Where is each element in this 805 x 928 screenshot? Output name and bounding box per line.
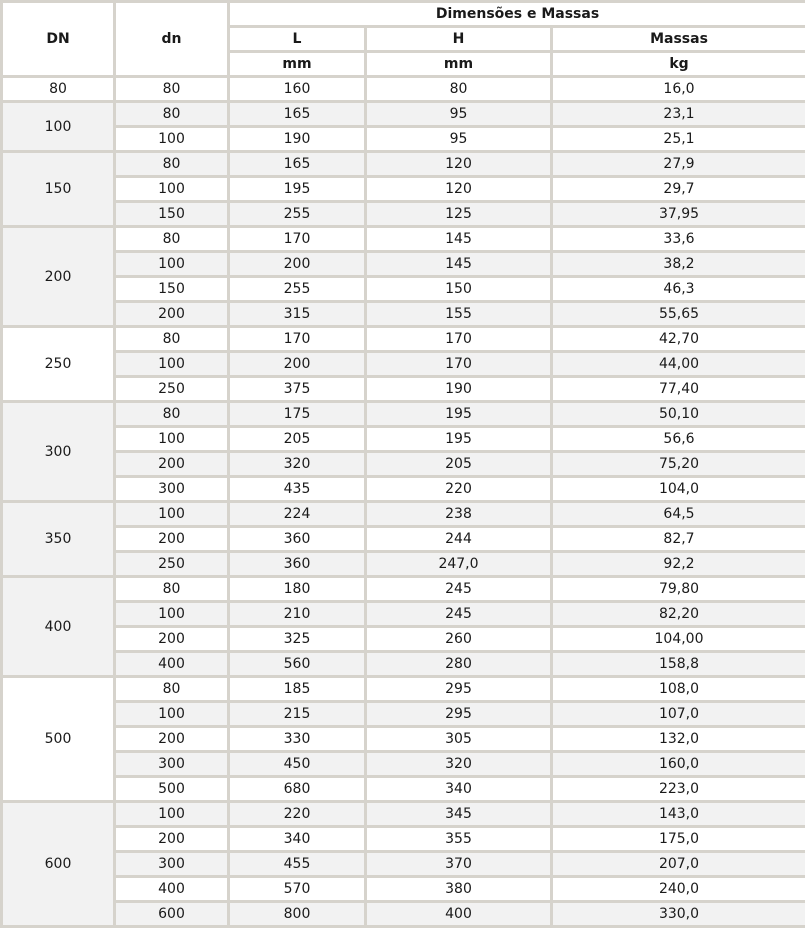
cell-dn-small: 100 [116, 703, 227, 725]
cell-h: 340 [367, 778, 550, 800]
cell-dn-small: 500 [116, 778, 227, 800]
cell-h: 245 [367, 603, 550, 625]
cell-l: 330 [230, 728, 364, 750]
cell-massas: 77,40 [553, 378, 805, 400]
cell-l: 205 [230, 428, 364, 450]
cell-dn-small: 80 [116, 103, 227, 125]
cell-dn: 600 [3, 803, 113, 925]
header-massas: Massas [553, 28, 805, 50]
table-row [3, 678, 805, 700]
cell-h: 170 [367, 353, 550, 375]
table-row [3, 428, 805, 450]
cell-dn-small: 400 [116, 653, 227, 675]
table-body [3, 78, 805, 925]
cell-l: 210 [230, 603, 364, 625]
cell-l: 680 [230, 778, 364, 800]
cell-l: 170 [230, 328, 364, 350]
cell-massas: 16,0 [553, 78, 805, 100]
cell-dn-small: 200 [116, 528, 227, 550]
table-row [3, 478, 805, 500]
cell-l: 255 [230, 203, 364, 225]
cell-h: 195 [367, 403, 550, 425]
cell-h: 280 [367, 653, 550, 675]
cell-dn: 80 [3, 78, 113, 100]
cell-massas: 50,10 [553, 403, 805, 425]
cell-h: 295 [367, 678, 550, 700]
cell-h: 120 [367, 153, 550, 175]
cell-h: 80 [367, 78, 550, 100]
cell-l: 570 [230, 878, 364, 900]
cell-massas: 132,0 [553, 728, 805, 750]
header-h: H [367, 28, 550, 50]
cell-dn: 250 [3, 328, 113, 400]
cell-massas: 143,0 [553, 803, 805, 825]
cell-dn-small: 150 [116, 278, 227, 300]
cell-l: 220 [230, 803, 364, 825]
cell-l: 170 [230, 228, 364, 250]
cell-massas: 64,5 [553, 503, 805, 525]
cell-dn: 350 [3, 503, 113, 575]
cell-l: 190 [230, 128, 364, 150]
cell-dn-small: 100 [116, 178, 227, 200]
cell-dn-small: 100 [116, 353, 227, 375]
cell-dn-small: 200 [116, 828, 227, 850]
cell-massas: 240,0 [553, 878, 805, 900]
cell-dn-small: 200 [116, 728, 227, 750]
cell-l: 435 [230, 478, 364, 500]
table-row [3, 103, 805, 125]
table-row [3, 878, 805, 900]
cell-l: 325 [230, 628, 364, 650]
cell-l: 224 [230, 503, 364, 525]
cell-l: 160 [230, 78, 364, 100]
cell-dn-small: 250 [116, 553, 227, 575]
table-row [3, 378, 805, 400]
cell-massas: 25,1 [553, 128, 805, 150]
cell-massas: 56,6 [553, 428, 805, 450]
cell-dn-small: 80 [116, 78, 227, 100]
cell-h: 247,0 [367, 553, 550, 575]
cell-h: 260 [367, 628, 550, 650]
cell-massas: 92,2 [553, 553, 805, 575]
table-row [3, 303, 805, 325]
cell-massas: 330,0 [553, 903, 805, 925]
cell-l: 200 [230, 253, 364, 275]
cell-h: 380 [367, 878, 550, 900]
cell-h: 305 [367, 728, 550, 750]
cell-dn-small: 100 [116, 128, 227, 150]
cell-massas: 29,7 [553, 178, 805, 200]
cell-dn-small: 300 [116, 478, 227, 500]
cell-massas: 175,0 [553, 828, 805, 850]
header-group: Dimensões e Massas [230, 3, 805, 25]
header-unit-h: mm [367, 53, 550, 75]
table-row [3, 778, 805, 800]
cell-massas: 107,0 [553, 703, 805, 725]
cell-massas: 207,0 [553, 853, 805, 875]
cell-massas: 37,95 [553, 203, 805, 225]
cell-l: 215 [230, 703, 364, 725]
cell-l: 165 [230, 153, 364, 175]
cell-massas: 158,8 [553, 653, 805, 675]
cell-dn-small: 80 [116, 153, 227, 175]
cell-dn-small: 80 [116, 228, 227, 250]
cell-h: 95 [367, 103, 550, 125]
header-unit-massas: kg [553, 53, 805, 75]
cell-h: 400 [367, 903, 550, 925]
cell-massas: 79,80 [553, 578, 805, 600]
cell-l: 255 [230, 278, 364, 300]
cell-massas: 82,20 [553, 603, 805, 625]
table-row [3, 628, 805, 650]
cell-massas: 75,20 [553, 453, 805, 475]
cell-dn-small: 200 [116, 453, 227, 475]
table-row [3, 728, 805, 750]
cell-massas: 82,7 [553, 528, 805, 550]
cell-h: 355 [367, 828, 550, 850]
cell-h: 170 [367, 328, 550, 350]
table-row [3, 753, 805, 775]
cell-h: 145 [367, 253, 550, 275]
table-row [3, 578, 805, 600]
cell-h: 295 [367, 703, 550, 725]
table-row [3, 903, 805, 925]
cell-massas: 27,9 [553, 153, 805, 175]
header-l: L [230, 28, 364, 50]
cell-dn: 400 [3, 578, 113, 675]
table-row [3, 453, 805, 475]
table-row [3, 703, 805, 725]
cell-l: 360 [230, 553, 364, 575]
cell-h: 220 [367, 478, 550, 500]
cell-h: 95 [367, 128, 550, 150]
cell-h: 145 [367, 228, 550, 250]
table-row [3, 653, 805, 675]
cell-l: 200 [230, 353, 364, 375]
cell-h: 238 [367, 503, 550, 525]
cell-l: 195 [230, 178, 364, 200]
cell-l: 340 [230, 828, 364, 850]
cell-h: 245 [367, 578, 550, 600]
table-row [3, 128, 805, 150]
cell-l: 180 [230, 578, 364, 600]
cell-dn-small: 100 [116, 428, 227, 450]
cell-dn-small: 250 [116, 378, 227, 400]
cell-l: 175 [230, 403, 364, 425]
cell-dn-small: 100 [116, 253, 227, 275]
table-row [3, 853, 805, 875]
table-row [3, 828, 805, 850]
cell-dn-small: 200 [116, 303, 227, 325]
cell-massas: 104,0 [553, 478, 805, 500]
cell-l: 375 [230, 378, 364, 400]
table-row [3, 228, 805, 250]
table-row [3, 78, 805, 100]
cell-dn-small: 80 [116, 578, 227, 600]
cell-l: 560 [230, 653, 364, 675]
cell-massas: 33,6 [553, 228, 805, 250]
cell-h: 125 [367, 203, 550, 225]
cell-dn-small: 150 [116, 203, 227, 225]
table-row [3, 278, 805, 300]
table-row [3, 553, 805, 575]
cell-massas: 42,70 [553, 328, 805, 350]
cell-dn-small: 300 [116, 853, 227, 875]
cell-dn-small: 600 [116, 903, 227, 925]
cell-l: 450 [230, 753, 364, 775]
cell-dn-small: 80 [116, 328, 227, 350]
cell-dn-small: 300 [116, 753, 227, 775]
cell-l: 360 [230, 528, 364, 550]
cell-l: 320 [230, 453, 364, 475]
cell-h: 244 [367, 528, 550, 550]
cell-dn-small: 100 [116, 803, 227, 825]
table-row [3, 603, 805, 625]
cell-h: 150 [367, 278, 550, 300]
cell-h: 155 [367, 303, 550, 325]
cell-dn-small: 100 [116, 503, 227, 525]
table-row [3, 353, 805, 375]
table-row [3, 528, 805, 550]
cell-l: 455 [230, 853, 364, 875]
cell-massas: 55,65 [553, 303, 805, 325]
cell-h: 345 [367, 803, 550, 825]
cell-massas: 46,3 [553, 278, 805, 300]
table-row [3, 178, 805, 200]
cell-dn: 200 [3, 228, 113, 325]
cell-massas: 44,00 [553, 353, 805, 375]
table-row [3, 153, 805, 175]
cell-dn: 500 [3, 678, 113, 800]
table-row [3, 203, 805, 225]
cell-dn-small: 400 [116, 878, 227, 900]
cell-dn: 100 [3, 103, 113, 150]
table-row [3, 503, 805, 525]
cell-massas: 104,00 [553, 628, 805, 650]
table-row [3, 803, 805, 825]
cell-l: 165 [230, 103, 364, 125]
cell-l: 800 [230, 903, 364, 925]
cell-massas: 38,2 [553, 253, 805, 275]
header-dn-small: dn [116, 3, 227, 75]
cell-massas: 160,0 [553, 753, 805, 775]
cell-dn-small: 100 [116, 603, 227, 625]
cell-dn-small: 200 [116, 628, 227, 650]
cell-dn-small: 80 [116, 403, 227, 425]
cell-h: 205 [367, 453, 550, 475]
cell-dn: 150 [3, 153, 113, 225]
cell-massas: 23,1 [553, 103, 805, 125]
cell-dn-small: 80 [116, 678, 227, 700]
cell-massas: 223,0 [553, 778, 805, 800]
table-row [3, 403, 805, 425]
cell-l: 315 [230, 303, 364, 325]
cell-h: 320 [367, 753, 550, 775]
table-row [3, 328, 805, 350]
cell-h: 195 [367, 428, 550, 450]
cell-h: 370 [367, 853, 550, 875]
header-unit-l: mm [230, 53, 364, 75]
table-row [3, 253, 805, 275]
cell-h: 120 [367, 178, 550, 200]
cell-massas: 108,0 [553, 678, 805, 700]
cell-h: 190 [367, 378, 550, 400]
header-dn: DN [3, 3, 113, 75]
cell-l: 185 [230, 678, 364, 700]
cell-dn: 300 [3, 403, 113, 500]
